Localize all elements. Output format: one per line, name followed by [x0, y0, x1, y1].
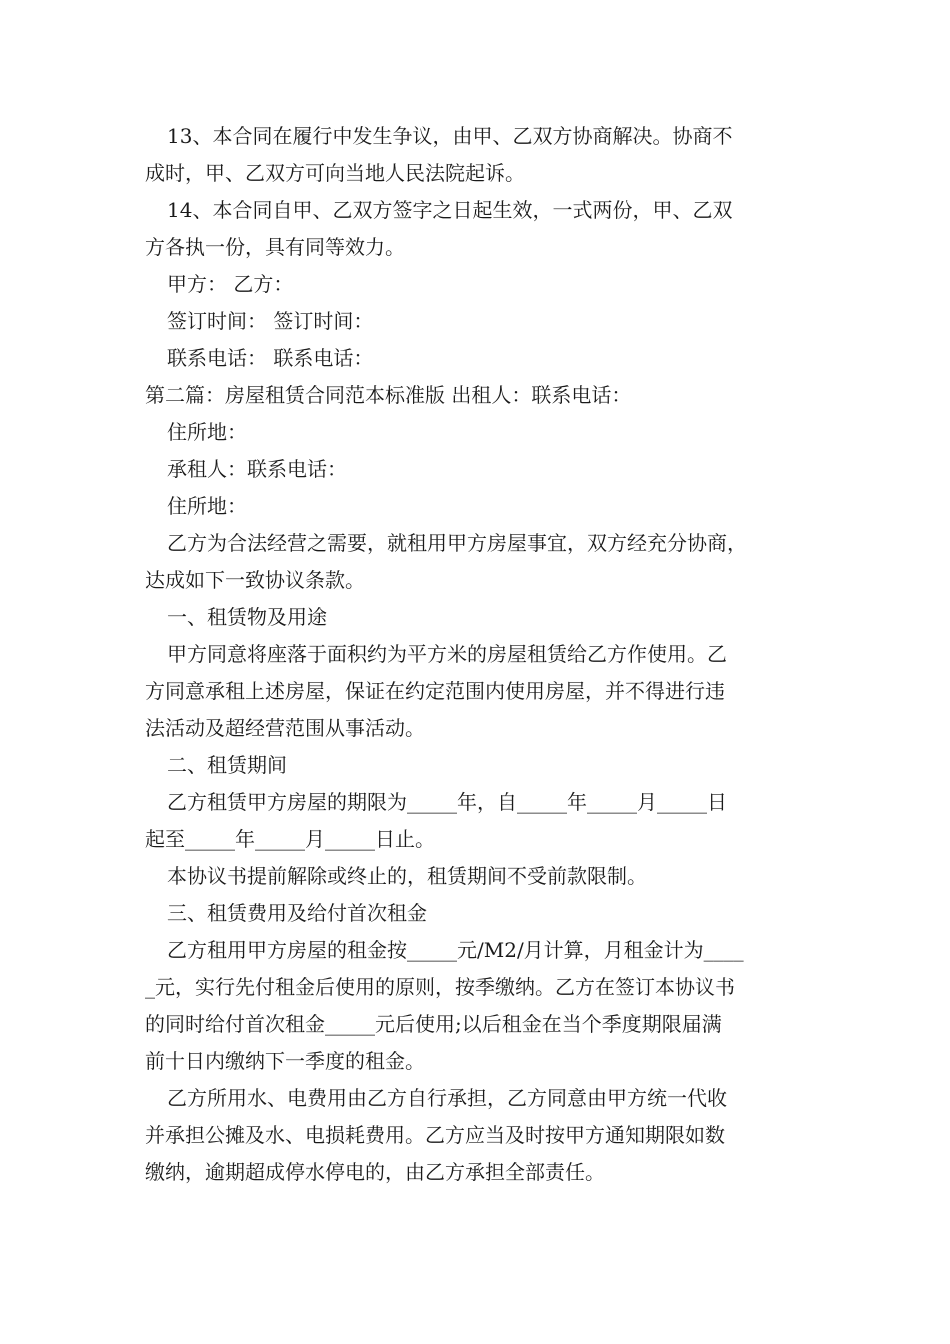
section-2-line-3: 本协议书提前解除或终止的，租赁期间不受前款限制。 — [167, 864, 647, 888]
preamble-line-2: 达成如下一致协议条款。 — [145, 568, 365, 592]
utilities-line-3: 缴纳，逾期超成停水停电的，由乙方承担全部责任。 — [145, 1160, 605, 1184]
clause-14-line-1: 14、本合同自甲、乙双方签字之日起生效，一式两份，甲、乙双 — [167, 198, 733, 222]
lessee-address: 住所地： — [167, 494, 247, 518]
preamble-line-1: 乙方为合法经营之需要，就租用甲方房屋事宜，双方经充分协商， — [167, 531, 747, 555]
section-2-line-2: 起至_____年_____月_____日止。 — [145, 827, 435, 851]
clause-13-line-1: 13、本合同在履行中发生争议，由甲、乙双方协商解决。协商不 — [167, 124, 733, 148]
lessee-line: 承租人：联系电话： — [167, 457, 347, 481]
clause-13-line-2: 成时，甲、乙双方可向当地人民法院起诉。 — [145, 161, 525, 185]
utilities-line-1: 乙方所用水、电费用由乙方自行承担，乙方同意由甲方统一代收 — [167, 1086, 727, 1110]
signature-phones: 联系电话： 联系电话： — [167, 346, 374, 370]
section-3-line-2: _元，实行先付租金后使用的原则，按季缴纳。乙方在签订本协议书 — [145, 975, 735, 999]
section-3-line-4: 前十日内缴纳下一季度的租金。 — [145, 1049, 425, 1073]
section-1-line-1: 甲方同意将座落于面积约为平方米的房屋租赁给乙方作使用。乙 — [167, 642, 727, 666]
clause-14-line-2: 方各执一份，具有同等效力。 — [145, 235, 405, 259]
section-2-heading: 二、租赁期间 — [167, 753, 287, 777]
section-2-line-1: 乙方租赁甲方房屋的期限为_____年，自_____年_____月_____日 — [167, 790, 727, 814]
section-1-line-2: 方同意承租上述房屋，保证在约定范围内使用房屋，并不得进行违 — [145, 679, 725, 703]
section-1-line-3: 法活动及超经营范围从事活动。 — [145, 716, 425, 740]
utilities-line-2: 并承担公摊及水、电损耗费用。乙方应当及时按甲方通知期限如数 — [145, 1123, 725, 1147]
signature-dates: 签订时间： 签订时间： — [167, 309, 374, 333]
second-article-heading: 第二篇：房屋租赁合同范本标准版 出租人：联系电话： — [145, 383, 632, 407]
lessor-address: 住所地： — [167, 420, 247, 444]
section-3-heading: 三、租赁费用及给付首次租金 — [167, 901, 427, 925]
section-1-heading: 一、租赁物及用途 — [167, 605, 327, 629]
signature-parties: 甲方： 乙方： — [167, 272, 294, 296]
section-3-line-1: 乙方租用甲方房屋的租金按_____元/M2/月计算，月租金计为____ — [167, 938, 744, 962]
section-3-line-3: 的同时给付首次租金_____元后使用;以后租金在当个季度期限届满 — [145, 1012, 722, 1036]
document-body — [145, 118, 807, 1191]
